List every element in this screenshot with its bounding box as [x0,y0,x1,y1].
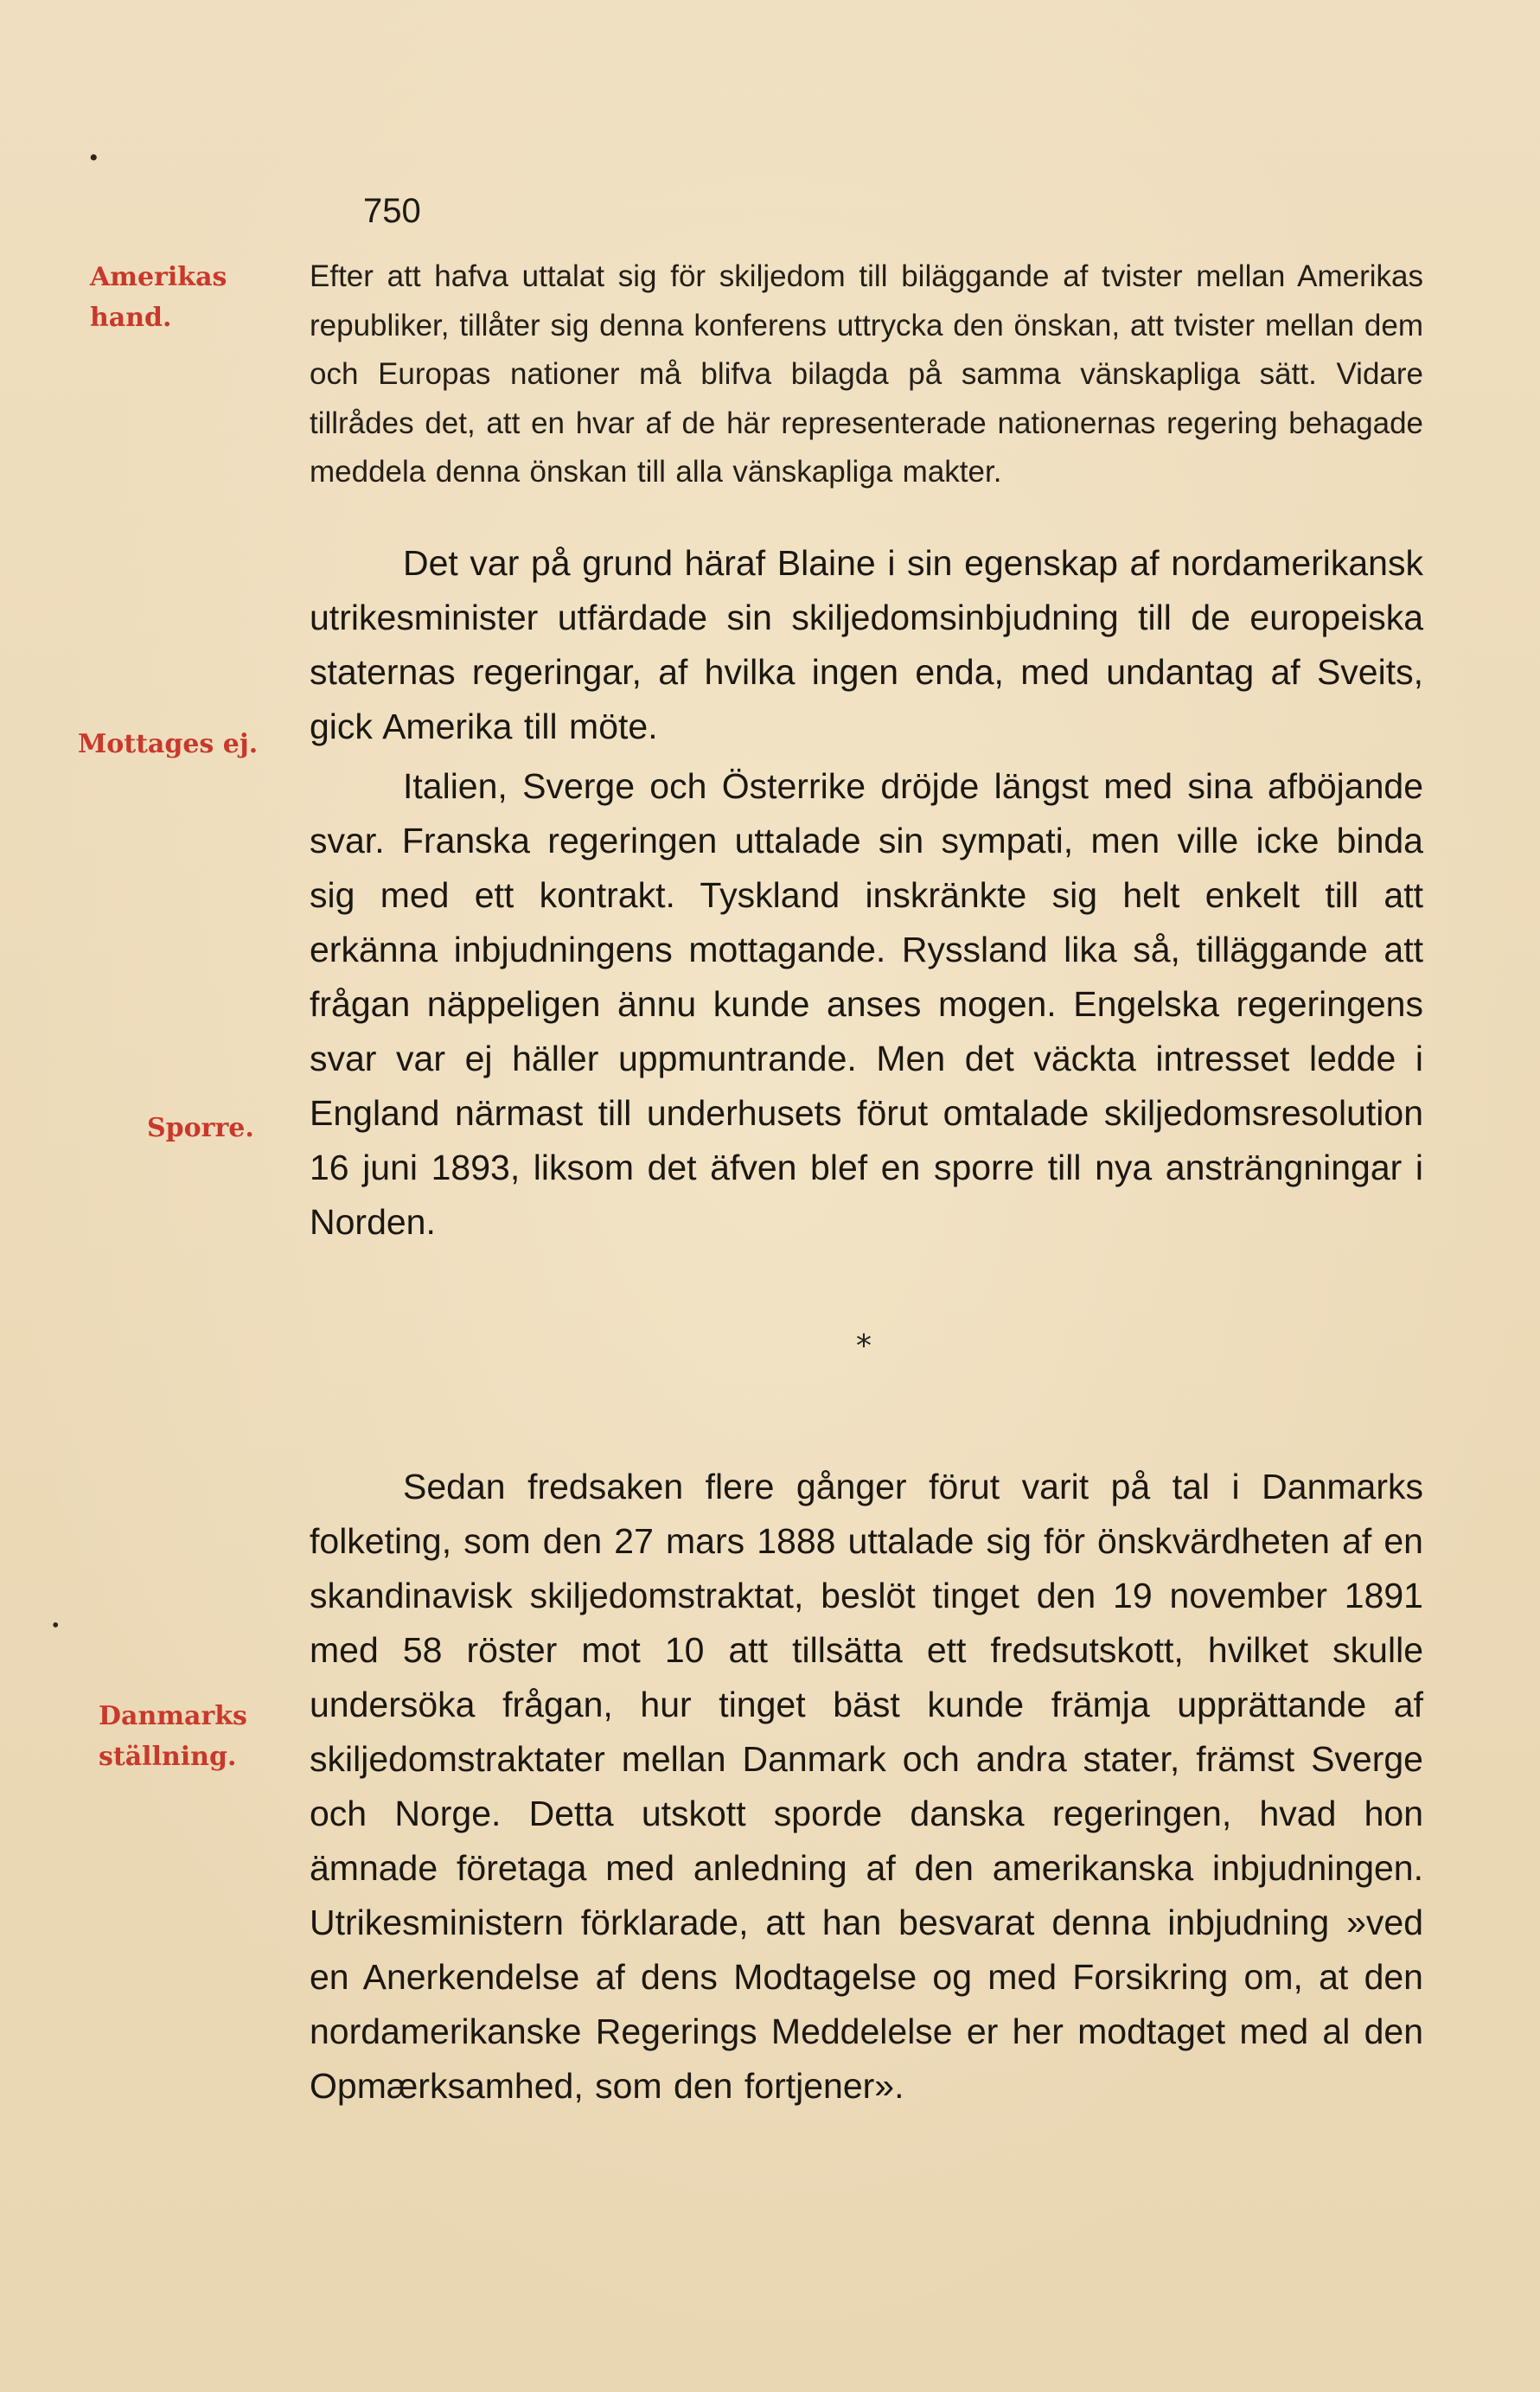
margin-note-sporre: Sporre. [147,1113,254,1143]
margin-note-amerikas-hand [90,258,306,338]
paragraph-conference-quote: Efter att hafva uttalat sig för skiljedom till biläggande af tvister mellan Amerikas republiker, tillåter sig denna konferens uttrycka den önskan, att tvister mellan dem och Europas nationer må blifva bilagda på samma vänskapliga sätt. Vidare tillrådes det, att en hvar af de här representerade nationernas regering behagade meddela denna önskan till alla vänskapliga makter. [310,259,1423,489]
margin-note-mottages-ej: Mottages ej. [78,729,259,759]
paragraph-blaine-invitation: Det var på grund häraf Blaine i sin egenskap af nordamerikansk utrikesminister utfärdade sin skiljedomsinbjudning till de europeiska staternas regeringar, af hvilka ingen enda, med undantag af Sveits, gick Amerika till möte. [310,543,1423,746]
paragraph-danish-folketing: Sedan fredsaken flere gånger förut varit på tal i Danmarks folketing, som den 27 mars 1888 uttalade sig för önskvärdheten af en skandinavisk skiljedomstraktat, beslöt tinget den 19 november 1891 med 58 röster mot 10 att tillsätta ett fredsutskott, hvilket skulle undersöka frågan, hur tinget bäst kunde främja upprättande af skiljedomstraktater mellan Danmark och andra stater, främst Sverge och Norge. Detta utskott sporde danska regeringen, hvad hon ämnade företaga med anledning af den amerikanska inbjudningen. Utrikesministern förklarade, att han besvarat denna inbjudning »ved en Anerkendelse af dens Modtagelse og med Forsikring om, at den nordamerikanske Regerings Meddelelse er her modtaget med al den Opmærksamhed, som den fortjener». [310,1467,1423,2106]
margin-note-line: Danmarks [99,1701,247,1731]
margin-note-line: ställning. [99,1741,237,1772]
ink-dot: • [52,1615,60,1637]
margin-note-line: Amerikas [90,262,227,292]
page-number: 750 [363,192,421,230]
margin-note-line: hand. [90,302,172,333]
ink-dot: • [89,144,99,172]
section-separator: * [856,1328,872,1364]
paragraph-european-replies: Italien, Sverge och Österrike dröjde längst med sina afböjande svar. Franska regeringen uttalade sin sympati, men ville icke binda sig med ett kontrakt. Tyskland inskränkte sig helt enkelt till att erkänna inbjudningens mottagande. Ryssland lika så, tilläggande att frågan näppeligen ännu kunde anses mogen. Engelska regeringens svar var ej häller uppmuntrande. Men det väckta intresset ledde i England närmast till underhusets förut omtalade skiljedomsresolution 16 juni 1893, liksom det äfven blef en sporre till nya ansträngningar i Norden. [310,766,1423,1242]
margin-note-danmarks-stallning [99,1697,315,1777]
